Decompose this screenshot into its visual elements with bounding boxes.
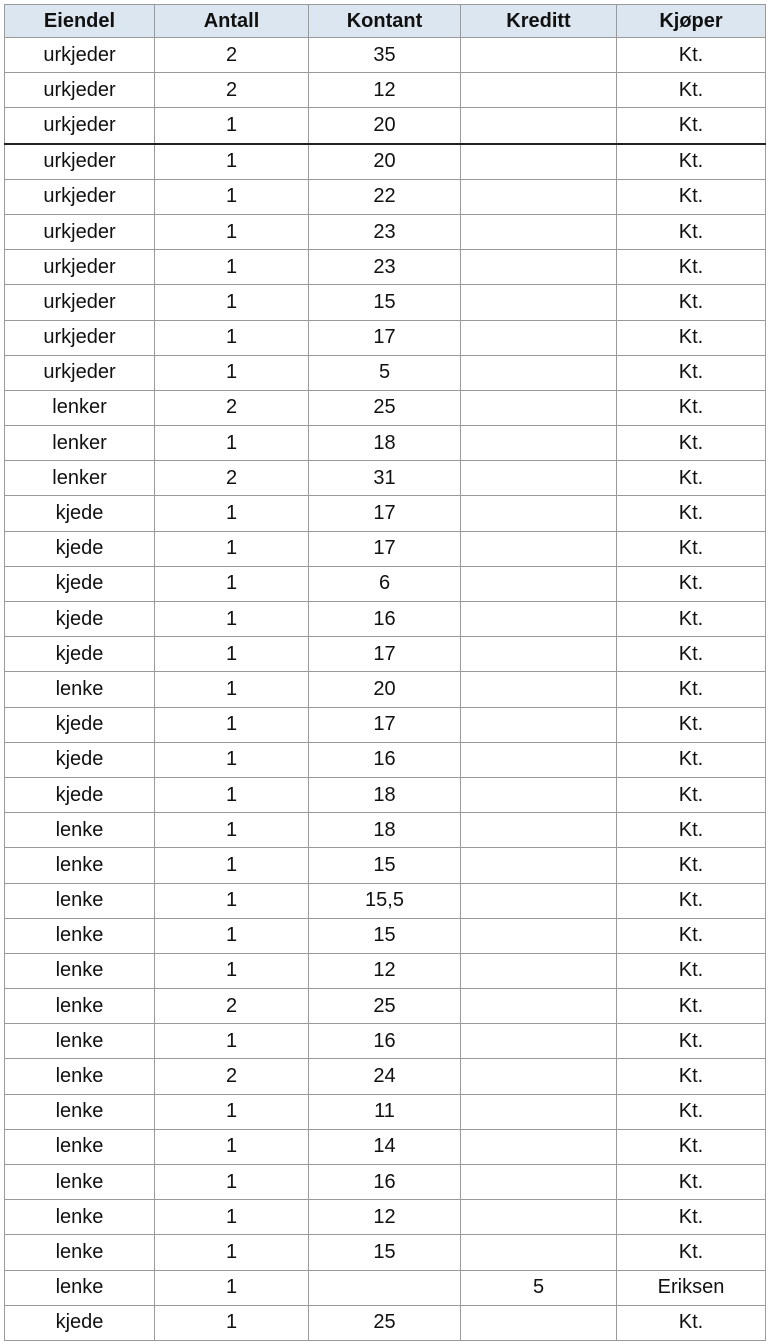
cell-kreditt[interactable] (461, 953, 617, 988)
cell-kreditt[interactable]: 5 (461, 1270, 617, 1305)
cell-eiendel[interactable]: lenke (5, 672, 155, 707)
cell-kreditt[interactable] (461, 73, 617, 108)
cell-eiendel[interactable]: kjede (5, 531, 155, 566)
cell-eiendel[interactable]: lenke (5, 918, 155, 953)
cell-antall[interactable]: 1 (155, 355, 309, 390)
cell-kjoper[interactable]: Kt. (617, 777, 766, 812)
cell-kontant[interactable]: 20 (309, 144, 461, 180)
cell-kjoper[interactable]: Kt. (617, 1235, 766, 1270)
cell-kjoper[interactable]: Kt. (617, 672, 766, 707)
cell-kontant[interactable]: 35 (309, 38, 461, 73)
cell-eiendel[interactable]: kjede (5, 566, 155, 601)
table-header (5, 5, 766, 38)
cell-antall[interactable]: 1 (155, 953, 309, 988)
cell-kreditt[interactable] (461, 285, 617, 320)
cell-kjoper[interactable]: Kt. (617, 426, 766, 461)
header-row (5, 5, 766, 38)
cell-kjoper[interactable]: Kt. (617, 320, 766, 355)
cell-antall[interactable]: 1 (155, 144, 309, 180)
cell-antall[interactable]: 1 (155, 496, 309, 531)
table-row (5, 179, 766, 214)
cell-kjoper[interactable]: Kt. (617, 1129, 766, 1164)
cell-antall[interactable]: 1 (155, 108, 309, 144)
cell-kontant[interactable]: 23 (309, 214, 461, 249)
table-row (5, 1270, 766, 1305)
cell-kontant[interactable]: 16 (309, 1024, 461, 1059)
table-row (5, 461, 766, 496)
cell-eiendel[interactable]: kjede (5, 777, 155, 812)
cell-kontant[interactable]: 18 (309, 777, 461, 812)
cell-kontant[interactable]: 16 (309, 1165, 461, 1200)
cell-kjoper[interactable]: Kt. (617, 566, 766, 601)
cell-kontant[interactable]: 15,5 (309, 883, 461, 918)
cell-kreditt[interactable] (461, 848, 617, 883)
cell-kjoper[interactable]: Kt. (617, 496, 766, 531)
cell-antall[interactable]: 2 (155, 38, 309, 73)
cell-kontant[interactable]: 18 (309, 813, 461, 848)
cell-kreditt[interactable] (461, 390, 617, 425)
cell-kjoper[interactable]: Kt. (617, 707, 766, 742)
cell-kontant[interactable]: 6 (309, 566, 461, 601)
cell-antall[interactable]: 2 (155, 461, 309, 496)
cell-eiendel[interactable]: kjede (5, 707, 155, 742)
cell-antall[interactable]: 1 (155, 1200, 309, 1235)
table-row (5, 1094, 766, 1129)
cell-eiendel[interactable]: lenker (5, 461, 155, 496)
table-row (5, 1235, 766, 1270)
cell-eiendel[interactable]: urkjeder (5, 73, 155, 108)
table-body (5, 38, 766, 1341)
cell-kreditt[interactable] (461, 531, 617, 566)
cell-kontant[interactable]: 22 (309, 179, 461, 214)
table-row (5, 320, 766, 355)
cell-kjoper[interactable]: Kt. (617, 742, 766, 777)
cell-kreditt[interactable] (461, 426, 617, 461)
cell-antall[interactable]: 1 (155, 602, 309, 637)
cell-kreditt[interactable] (461, 38, 617, 73)
cell-kontant[interactable]: 12 (309, 1200, 461, 1235)
cell-kjoper[interactable]: Kt. (617, 144, 766, 180)
cell-kjoper[interactable]: Kt. (617, 461, 766, 496)
cell-eiendel[interactable]: urkjeder (5, 250, 155, 285)
cell-kjoper[interactable]: Kt. (617, 883, 766, 918)
cell-antall[interactable]: 1 (155, 566, 309, 601)
cell-kreditt[interactable] (461, 461, 617, 496)
cell-eiendel[interactable]: urkjeder (5, 108, 155, 144)
cell-kreditt[interactable] (461, 672, 617, 707)
cell-kontant[interactable]: 17 (309, 707, 461, 742)
table-row (5, 285, 766, 320)
cell-kontant[interactable]: 25 (309, 390, 461, 425)
cell-kreditt[interactable] (461, 1094, 617, 1129)
table-row (5, 426, 766, 461)
cell-kjoper[interactable]: Kt. (617, 250, 766, 285)
cell-eiendel[interactable]: kjede (5, 637, 155, 672)
cell-kreditt[interactable] (461, 320, 617, 355)
cell-kontant[interactable]: 11 (309, 1094, 461, 1129)
cell-antall[interactable]: 1 (155, 214, 309, 249)
table-row (5, 777, 766, 812)
table-row (5, 989, 766, 1024)
cell-kontant[interactable]: 31 (309, 461, 461, 496)
cell-kontant[interactable]: 20 (309, 108, 461, 144)
ledger-table (4, 4, 766, 1341)
cell-kreditt[interactable] (461, 1200, 617, 1235)
table-row (5, 707, 766, 742)
cell-kjoper[interactable]: Kt. (617, 989, 766, 1024)
cell-kjoper[interactable]: Kt. (617, 179, 766, 214)
cell-kontant[interactable]: 15 (309, 918, 461, 953)
cell-kontant[interactable]: 16 (309, 602, 461, 637)
cell-kontant[interactable]: 23 (309, 250, 461, 285)
cell-antall[interactable]: 1 (155, 250, 309, 285)
cell-kreditt[interactable] (461, 1024, 617, 1059)
cell-kreditt[interactable] (461, 355, 617, 390)
cell-kjoper[interactable]: Kt. (617, 73, 766, 108)
table-row (5, 355, 766, 390)
cell-eiendel[interactable]: urkjeder (5, 214, 155, 249)
cell-kjoper[interactable]: Kt. (617, 1059, 766, 1094)
column-header-kreditt: Kreditt (461, 5, 617, 38)
table-row (5, 566, 766, 601)
column-header-antall: Antall (155, 5, 309, 38)
cell-eiendel[interactable]: kjede (5, 602, 155, 637)
cell-eiendel[interactable]: lenke (5, 883, 155, 918)
cell-eiendel[interactable]: lenke (5, 953, 155, 988)
table-row (5, 390, 766, 425)
table-row (5, 1129, 766, 1164)
cell-antall[interactable]: 1 (155, 1094, 309, 1129)
cell-eiendel[interactable]: lenke (5, 1059, 155, 1094)
cell-kreditt[interactable] (461, 1165, 617, 1200)
cell-antall[interactable]: 1 (155, 672, 309, 707)
cell-kontant[interactable]: 15 (309, 285, 461, 320)
cell-antall[interactable]: 1 (155, 707, 309, 742)
cell-kjoper[interactable]: Kt. (617, 1165, 766, 1200)
table-row (5, 496, 766, 531)
cell-antall[interactable]: 1 (155, 777, 309, 812)
cell-kjoper[interactable]: Kt. (617, 848, 766, 883)
cell-kontant[interactable]: 18 (309, 426, 461, 461)
cell-kreditt[interactable] (461, 813, 617, 848)
cell-eiendel[interactable]: urkjeder (5, 179, 155, 214)
cell-antall[interactable]: 1 (155, 285, 309, 320)
cell-kontant[interactable]: 15 (309, 1235, 461, 1270)
cell-kjoper[interactable]: Kt. (617, 38, 766, 73)
cell-kjoper[interactable]: Kt. (617, 918, 766, 953)
cell-eiendel[interactable]: lenke (5, 1094, 155, 1129)
cell-kontant[interactable]: 24 (309, 1059, 461, 1094)
cell-eiendel[interactable]: urkjeder (5, 320, 155, 355)
cell-kreditt[interactable] (461, 918, 617, 953)
table-row (5, 742, 766, 777)
cell-kontant[interactable]: 15 (309, 848, 461, 883)
cell-eiendel[interactable]: kjede (5, 1305, 155, 1340)
cell-eiendel[interactable]: kjede (5, 496, 155, 531)
cell-eiendel[interactable]: urkjeder (5, 355, 155, 390)
cell-antall[interactable]: 2 (155, 1059, 309, 1094)
table-row (5, 108, 766, 144)
table-row (5, 214, 766, 249)
cell-kontant[interactable]: 17 (309, 320, 461, 355)
cell-kjoper[interactable]: Kt. (617, 1024, 766, 1059)
cell-eiendel[interactable]: lenker (5, 426, 155, 461)
cell-kreditt[interactable] (461, 179, 617, 214)
table-row (5, 1024, 766, 1059)
cell-kontant[interactable]: 14 (309, 1129, 461, 1164)
cell-kjoper[interactable]: Kt. (617, 531, 766, 566)
cell-antall[interactable]: 2 (155, 989, 309, 1024)
table-row (5, 73, 766, 108)
table-row (5, 918, 766, 953)
cell-antall[interactable]: 1 (155, 637, 309, 672)
cell-kjoper[interactable]: Kt. (617, 390, 766, 425)
cell-kontant[interactable]: 17 (309, 531, 461, 566)
cell-kontant[interactable]: 25 (309, 1305, 461, 1340)
cell-kjoper[interactable]: Kt. (617, 1305, 766, 1340)
cell-antall[interactable]: 1 (155, 1165, 309, 1200)
cell-kjoper[interactable]: Kt. (617, 355, 766, 390)
cell-kjoper[interactable]: Kt. (617, 1200, 766, 1235)
cell-eiendel[interactable]: urkjeder (5, 285, 155, 320)
cell-eiendel[interactable]: lenke (5, 1270, 155, 1305)
column-header-kjoper: Kjøper (617, 5, 766, 38)
cell-kjoper[interactable]: Kt. (617, 108, 766, 144)
cell-kreditt[interactable] (461, 742, 617, 777)
cell-kjoper[interactable]: Kt. (617, 214, 766, 249)
cell-antall[interactable]: 1 (155, 848, 309, 883)
table-row (5, 1305, 766, 1340)
cell-antall[interactable]: 1 (155, 918, 309, 953)
cell-antall[interactable]: 2 (155, 73, 309, 108)
table-row (5, 1200, 766, 1235)
table-row (5, 1059, 766, 1094)
table-row (5, 531, 766, 566)
cell-kreditt[interactable] (461, 707, 617, 742)
cell-kontant[interactable]: 16 (309, 742, 461, 777)
table-row (5, 38, 766, 73)
cell-eiendel[interactable]: lenke (5, 848, 155, 883)
table-row (5, 602, 766, 637)
table-row (5, 883, 766, 918)
table-row (5, 848, 766, 883)
table-row (5, 1165, 766, 1200)
table-row (5, 672, 766, 707)
cell-antall[interactable]: 1 (155, 1129, 309, 1164)
cell-kreditt[interactable] (461, 214, 617, 249)
cell-antall[interactable]: 1 (155, 1270, 309, 1305)
cell-kontant[interactable]: 17 (309, 637, 461, 672)
table-row (5, 144, 766, 180)
cell-kreditt[interactable] (461, 566, 617, 601)
cell-eiendel[interactable]: lenke (5, 1200, 155, 1235)
cell-kjoper[interactable]: Kt. (617, 285, 766, 320)
cell-kreditt[interactable] (461, 883, 617, 918)
cell-eiendel[interactable]: lenke (5, 1129, 155, 1164)
cell-antall[interactable]: 1 (155, 1024, 309, 1059)
spreadsheet-table-container (4, 4, 765, 1341)
cell-kreditt[interactable] (461, 108, 617, 144)
cell-kjoper[interactable]: Kt. (617, 637, 766, 672)
cell-kreditt[interactable] (461, 602, 617, 637)
cell-kontant[interactable]: 12 (309, 73, 461, 108)
table-row (5, 813, 766, 848)
cell-antall[interactable]: 1 (155, 1305, 309, 1340)
cell-antall[interactable]: 2 (155, 390, 309, 425)
cell-eiendel[interactable]: lenke (5, 1165, 155, 1200)
cell-eiendel[interactable]: lenke (5, 1024, 155, 1059)
cell-eiendel[interactable]: urkjeder (5, 144, 155, 180)
cell-eiendel[interactable]: lenke (5, 813, 155, 848)
cell-kjoper[interactable]: Eriksen (617, 1270, 766, 1305)
cell-antall[interactable]: 1 (155, 320, 309, 355)
cell-kreditt[interactable] (461, 1235, 617, 1270)
cell-kontant[interactable] (309, 1270, 461, 1305)
cell-kontant[interactable]: 25 (309, 989, 461, 1024)
cell-kjoper[interactable]: Kt. (617, 813, 766, 848)
cell-antall[interactable]: 1 (155, 426, 309, 461)
cell-kreditt[interactable] (461, 1059, 617, 1094)
cell-antall[interactable]: 1 (155, 179, 309, 214)
cell-kreditt[interactable] (461, 1305, 617, 1340)
column-header-eiendel: Eiendel (5, 5, 155, 38)
cell-antall[interactable]: 1 (155, 883, 309, 918)
cell-eiendel[interactable]: kjede (5, 742, 155, 777)
cell-antall[interactable]: 1 (155, 813, 309, 848)
cell-kreditt[interactable] (461, 637, 617, 672)
table-row (5, 250, 766, 285)
cell-kjoper[interactable]: Kt. (617, 953, 766, 988)
cell-kreditt[interactable] (461, 1129, 617, 1164)
cell-kreditt[interactable] (461, 777, 617, 812)
cell-antall[interactable]: 1 (155, 531, 309, 566)
table-row (5, 953, 766, 988)
cell-kjoper[interactable]: Kt. (617, 1094, 766, 1129)
column-header-kontant: Kontant (309, 5, 461, 38)
cell-antall[interactable]: 1 (155, 1235, 309, 1270)
cell-kreditt[interactable] (461, 250, 617, 285)
cell-eiendel[interactable]: lenker (5, 390, 155, 425)
cell-eiendel[interactable]: urkjeder (5, 38, 155, 73)
cell-kontant[interactable]: 20 (309, 672, 461, 707)
cell-antall[interactable]: 1 (155, 742, 309, 777)
cell-kreditt[interactable] (461, 989, 617, 1024)
cell-kreditt[interactable] (461, 496, 617, 531)
cell-kontant[interactable]: 5 (309, 355, 461, 390)
cell-kreditt[interactable] (461, 144, 617, 180)
cell-kjoper[interactable]: Kt. (617, 602, 766, 637)
cell-eiendel[interactable]: lenke (5, 1235, 155, 1270)
cell-eiendel[interactable]: lenke (5, 989, 155, 1024)
cell-kontant[interactable]: 12 (309, 953, 461, 988)
table-row (5, 637, 766, 672)
cell-kontant[interactable]: 17 (309, 496, 461, 531)
